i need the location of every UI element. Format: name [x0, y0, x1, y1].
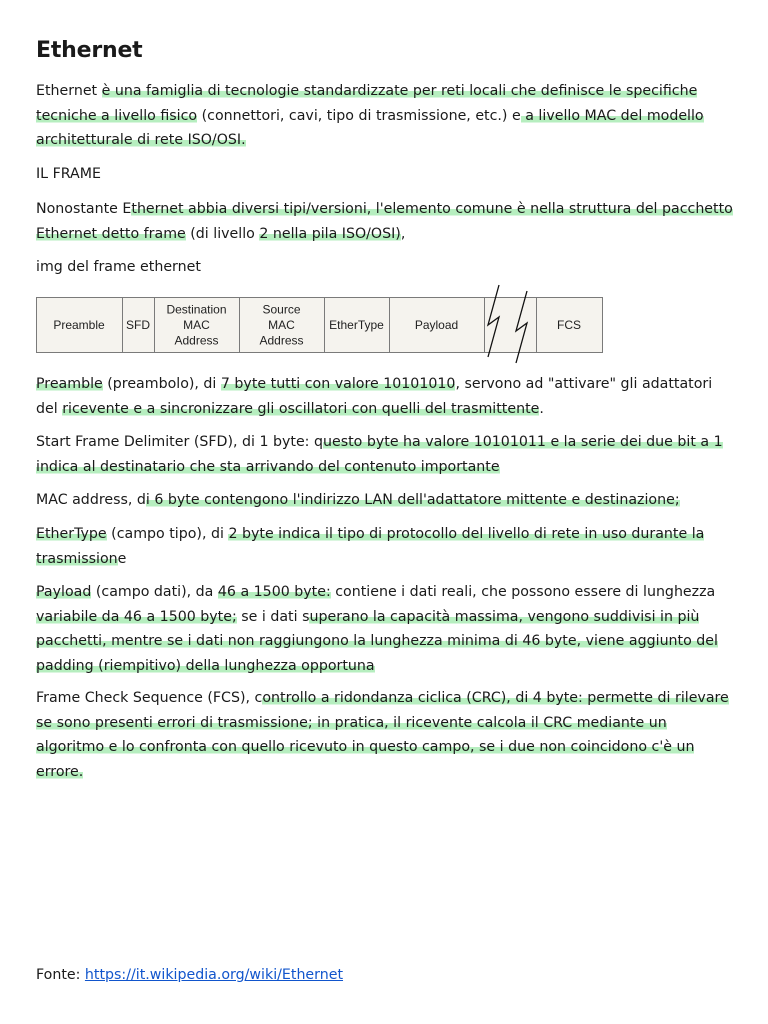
text-run: (campo tipo), di — [106, 526, 229, 542]
source-line — [36, 963, 736, 988]
frame-field-label: Destination — [166, 302, 227, 317]
highlighted-text: 7 byte tutti con valore 10101010 — [220, 376, 456, 392]
source-link[interactable]: https://it.wikipedia.org/wiki/Ethernet — [84, 967, 344, 983]
text-run: Frame Check Sequence (FCS), c — [36, 690, 263, 706]
text-run: (campo dati), da — [91, 584, 218, 600]
frame-field-destination-mac — [155, 298, 240, 353]
highlighted-text: uperano la capacità massima, vengono suddivisi in più pacchetti, mentre se i dati non raggiungono la lunghezza minima di 46 byte, viene aggiunto del padding (riempitivo) della lunghezza opportuna — [36, 608, 718, 674]
intro-paragraph — [36, 79, 736, 153]
frame-field-fcs — [537, 298, 603, 353]
text-run: img del frame ethernet — [36, 259, 201, 275]
mac-paragraph — [36, 488, 736, 513]
text-run: Nonostante E — [36, 201, 132, 217]
ethernet-frame-diagram — [36, 297, 602, 353]
frame-field-ethertype — [325, 298, 390, 353]
highlighted-text: Preamble — [36, 376, 103, 392]
text-run: . — [539, 400, 544, 417]
text-run: (di livello — [185, 225, 260, 242]
frame-field-label: MAC — [268, 318, 295, 332]
il-frame-heading — [36, 162, 736, 187]
text-run: MAC address, d — [36, 492, 146, 508]
img-caption — [36, 255, 736, 280]
highlighted-text: ontrollo a ridondanza ciclica (CRC), di 4 byte: permette di rilevare se sono presenti errori di trasmissione; in pratica, il ricevente calcola il CRC mediante un algoritmo e lo confronta con quello ricevuto in questo campo, se i due non coincidono c'è un errore. — [36, 690, 729, 780]
ethertype-paragraph — [36, 522, 736, 571]
text-run: Start Frame Delimiter (SFD), di 1 byte: q — [36, 434, 323, 450]
frame-diagram-svg — [36, 297, 602, 357]
frame-field-label: FCS — [557, 318, 581, 332]
text-run: IL FRAME — [36, 166, 101, 182]
frame-structure-paragraph — [36, 197, 736, 246]
frame-field-label: SFD — [126, 318, 150, 332]
highlighted-text: 46 a 1500 byte: — [217, 584, 331, 600]
frame-field-payload — [390, 298, 485, 353]
text-run: e — [117, 550, 127, 567]
fcs-paragraph — [36, 686, 736, 784]
payload-paragraph — [36, 580, 736, 678]
page-title: Ethernet — [36, 38, 143, 63]
highlighted-text: uesto byte ha valore 10101011 e la serie dei due bit a 1 indica al destinatario che sta arrivando del contenuto importante — [36, 434, 723, 475]
frame-field-label: Address — [174, 333, 219, 348]
text-run: contiene i dati reali, che possono essere di lunghezza — [330, 584, 716, 600]
highlighted-text: è una famiglia di tecnologie standardizzate per reti locali che definisce le specifiche tecniche a livello fisico — [36, 83, 698, 124]
text-run: , — [400, 225, 406, 242]
text-run: (preambolo), di — [102, 376, 221, 392]
text-run: se i dati s — [236, 608, 310, 625]
highlighted-text: Payload — [36, 584, 92, 600]
frame-field-preamble — [37, 298, 123, 353]
highlighted-text: a livello MAC del modello — [520, 107, 704, 124]
highlighted-text: i 6 byte contengono l'indirizzo LAN dell'adattatore mittente e destinazione; — [145, 492, 680, 508]
preamble-paragraph — [36, 372, 736, 421]
highlighted-text: EtherType — [36, 526, 107, 542]
frame-field-label: MAC — [183, 318, 210, 332]
text-run: Ethernet — [36, 83, 102, 99]
frame-field-label: Payload — [414, 318, 459, 332]
frame-field-sfd — [123, 298, 155, 353]
highlighted-text: architetturale di rete ISO/OSI. — [36, 132, 246, 148]
frame-field-label: Source — [262, 302, 301, 317]
frame-field-label: EtherType — [329, 318, 384, 332]
highlighted-text: variabile da 46 a 1500 byte; — [36, 608, 237, 625]
text-run: (connettori, cavi, tipo di trasmissione, etc.) e — [197, 107, 521, 124]
highlighted-text: 2 nella pila ISO/OSI) — [259, 225, 401, 242]
highlighted-text: 2 byte indica il tipo di protocollo del livello di rete in uso durante la trasmission — [36, 526, 705, 567]
source-label: Fonte: — [36, 967, 85, 983]
frame-field-label: Preamble — [53, 318, 105, 332]
text-run: , servono ad "attivare" gli adattatori del — [36, 376, 713, 417]
sfd-paragraph — [36, 430, 736, 479]
frame-field-label: Address — [259, 333, 304, 348]
frame-field-source-mac — [240, 298, 325, 353]
highlighted-text: ricevente e a sincronizzare gli oscillatori con quelli del trasmittente — [62, 400, 540, 417]
highlighted-text: thernet abbia diversi tipi/versioni, l'elemento comune è nella struttura del pacchetto Ethernet detto frame — [36, 201, 733, 242]
